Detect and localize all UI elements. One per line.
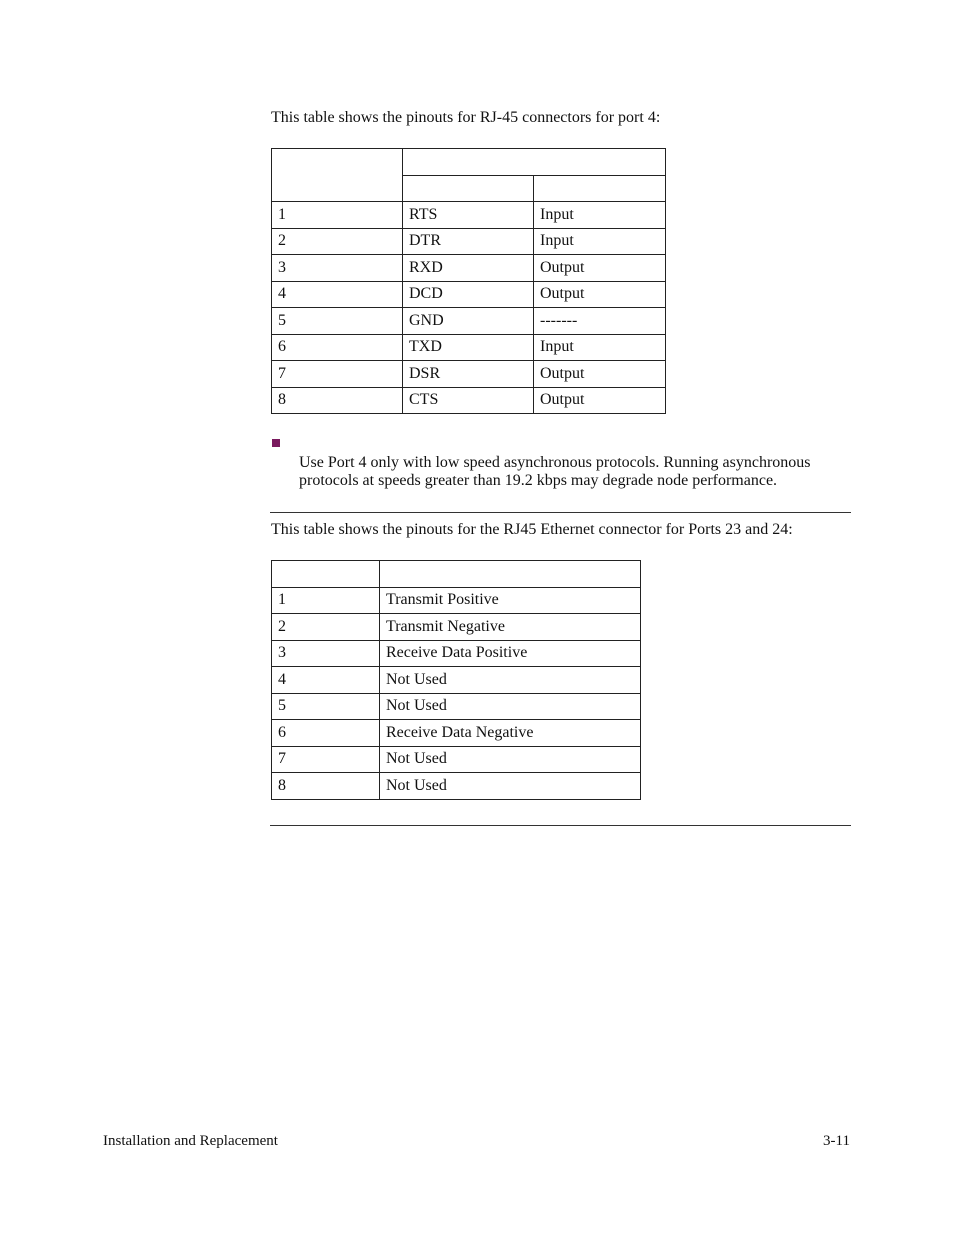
table1-pin-cell: 8 bbox=[272, 387, 403, 414]
table2-pin-cell: 1 bbox=[272, 587, 380, 614]
table1-direction-cell: Input bbox=[534, 202, 666, 229]
table2-intro: This table shows the pinouts for the RJ45 Ethernet connector for Ports 23 and 24: bbox=[271, 521, 793, 538]
table1-direction-cell: Output bbox=[534, 281, 666, 308]
ethernet-pinout-table bbox=[271, 560, 641, 800]
table-row bbox=[272, 640, 641, 667]
table1-pin-cell: 4 bbox=[272, 281, 403, 308]
table2-pin-cell: 5 bbox=[272, 693, 380, 720]
table1-direction-cell: Output bbox=[534, 255, 666, 282]
note-text: Use Port 4 only with low speed asynchronous protocols. Running asynchronous protocols at speeds greater than 19.2 kbps may degrade node performance. bbox=[299, 454, 811, 489]
table1-signal-cell: RTS bbox=[403, 202, 534, 229]
table1-signal-cell: TXD bbox=[403, 334, 534, 361]
table1-direction-cell: Output bbox=[534, 361, 666, 388]
table1-signal-cell: GND bbox=[403, 308, 534, 335]
table2-pin-cell: 7 bbox=[272, 746, 380, 773]
table1-direction-cell: ------- bbox=[534, 308, 666, 335]
table-row bbox=[272, 614, 641, 641]
table1-direction-cell: Input bbox=[534, 228, 666, 255]
table1-signal-cell: DTR bbox=[403, 228, 534, 255]
table2-function-cell: Transmit Positive bbox=[380, 587, 641, 614]
note-bullet-icon bbox=[272, 439, 280, 447]
table-row bbox=[272, 587, 641, 614]
table2-function-cell: Receive Data Positive bbox=[380, 640, 641, 667]
table1-intro: This table shows the pinouts for RJ-45 connectors for port 4: bbox=[271, 109, 661, 126]
port4-pinout-table bbox=[271, 148, 666, 414]
table1-subheader-direction-cell bbox=[534, 175, 666, 202]
table-row bbox=[272, 334, 666, 361]
table2-function-cell: Not Used bbox=[380, 746, 641, 773]
table-row bbox=[272, 202, 666, 229]
table1-pin-cell: 2 bbox=[272, 228, 403, 255]
table-row bbox=[272, 667, 641, 694]
table1-pin-cell: 1 bbox=[272, 202, 403, 229]
table1-pin-cell: 7 bbox=[272, 361, 403, 388]
table2-pin-cell: 2 bbox=[272, 614, 380, 641]
table2-pin-cell: 6 bbox=[272, 720, 380, 747]
table2-function-cell: Not Used bbox=[380, 693, 641, 720]
table1-direction-cell: Input bbox=[534, 334, 666, 361]
table1-pin-cell: 6 bbox=[272, 334, 403, 361]
table2-function-cell: Not Used bbox=[380, 773, 641, 800]
table2-pin-cell: 8 bbox=[272, 773, 380, 800]
table-row bbox=[272, 773, 641, 800]
table-row bbox=[272, 693, 641, 720]
table2-function-cell: Receive Data Negative bbox=[380, 720, 641, 747]
table1-header-pin-cell bbox=[272, 149, 403, 202]
section-divider bbox=[270, 512, 851, 513]
table2-header-function-cell bbox=[380, 561, 641, 588]
table2-pin-cell: 3 bbox=[272, 640, 380, 667]
table-row bbox=[272, 720, 641, 747]
table-row bbox=[272, 308, 666, 335]
table1-signal-cell: CTS bbox=[403, 387, 534, 414]
table-row bbox=[272, 361, 666, 388]
table1-header-row bbox=[272, 149, 666, 176]
table2-function-cell: Transmit Negative bbox=[380, 614, 641, 641]
section-end-divider bbox=[270, 825, 851, 826]
table1-signal-cell: DCD bbox=[403, 281, 534, 308]
table1-pin-cell: 5 bbox=[272, 308, 403, 335]
table-row bbox=[272, 281, 666, 308]
table2-header-pin-cell bbox=[272, 561, 380, 588]
table2-header-row bbox=[272, 561, 641, 588]
table1-signal-cell: RXD bbox=[403, 255, 534, 282]
table-row bbox=[272, 746, 641, 773]
table1-header-group-cell bbox=[403, 149, 666, 176]
table1-signal-cell: DSR bbox=[403, 361, 534, 388]
table1-subheader-signal-cell bbox=[403, 175, 534, 202]
table-row bbox=[272, 387, 666, 414]
table2-pin-cell: 4 bbox=[272, 667, 380, 694]
table1-pin-cell: 3 bbox=[272, 255, 403, 282]
table-row bbox=[272, 255, 666, 282]
footer-page-number: 3-11 bbox=[823, 1133, 850, 1149]
table1-direction-cell: Output bbox=[534, 387, 666, 414]
table2-function-cell: Not Used bbox=[380, 667, 641, 694]
footer-chapter-title: Installation and Replacement bbox=[103, 1133, 278, 1149]
table-row bbox=[272, 228, 666, 255]
